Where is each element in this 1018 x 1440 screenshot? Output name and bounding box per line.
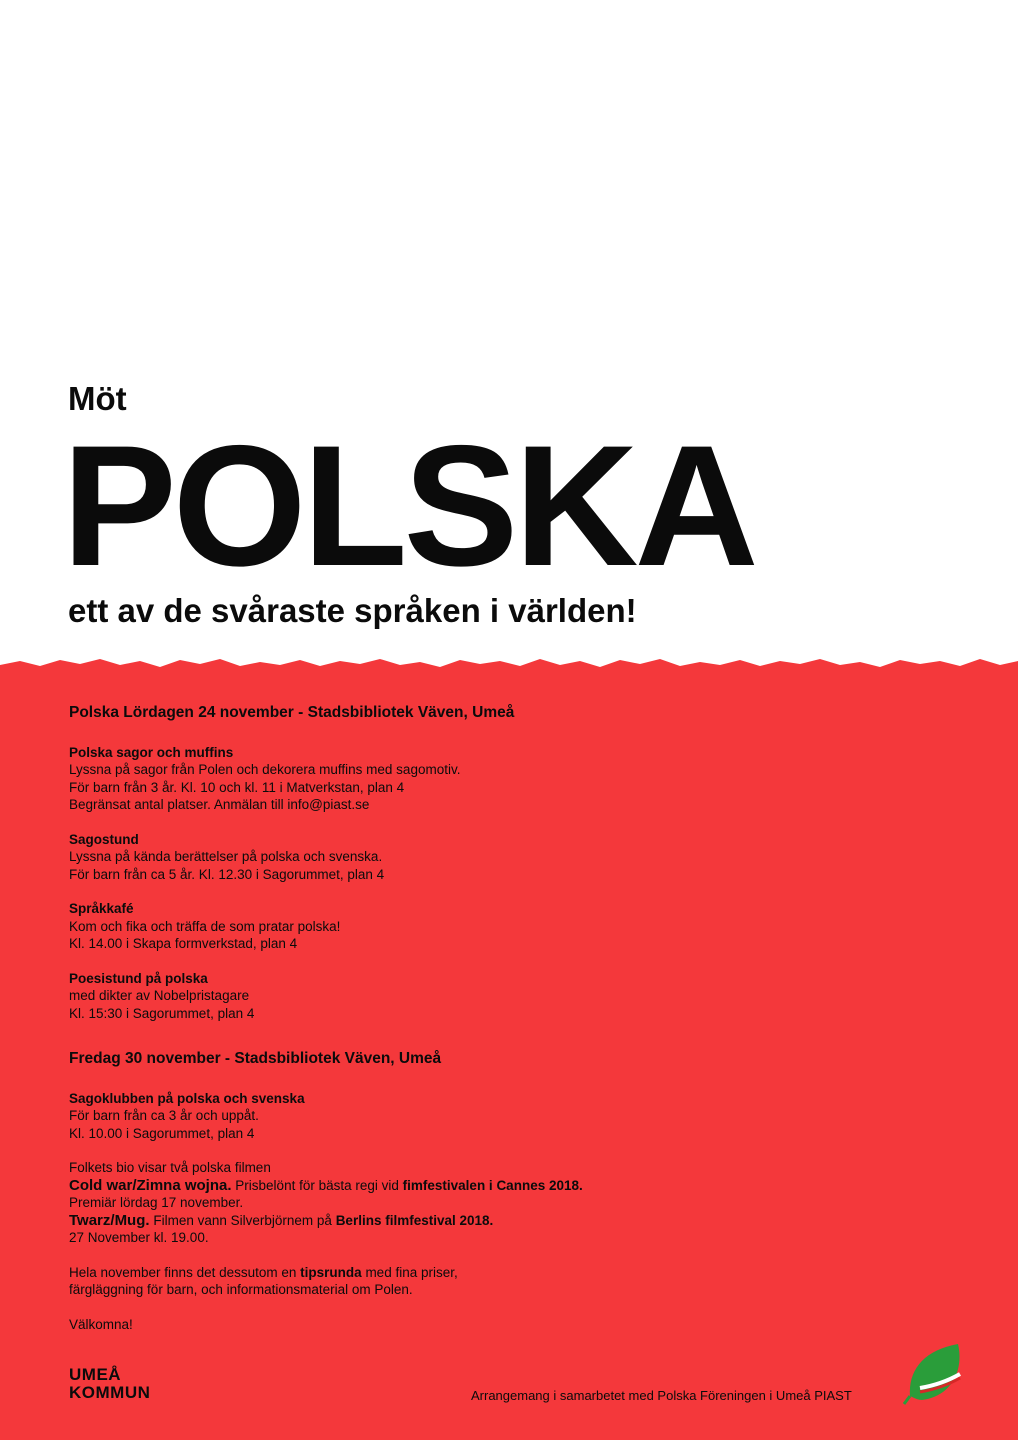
quiz-word: tipsrunda (300, 1264, 362, 1280)
quiz-pre: Hela november finns det dessutom en (69, 1264, 297, 1280)
event-1 (69, 831, 929, 884)
event-3 (69, 970, 929, 1023)
pre-title: Möt (68, 380, 127, 417)
film-festival: Berlins filmfestival 2018. (335, 1212, 494, 1228)
logo-line-1: UMEÅ (69, 1365, 122, 1384)
film-text: Filmen vann Silverbjörnem på (153, 1212, 332, 1228)
main-title: POLSKA (62, 410, 755, 602)
film-title: Cold war/Zimna wojna. (69, 1176, 232, 1194)
event-line: För barn från ca 5 år. Kl. 12.30 i Sagorummet, plan 4 (69, 866, 385, 882)
event-line: För barn från ca 3 år och uppåt. (69, 1108, 259, 1123)
welcome: Välkomna! (69, 1316, 133, 1332)
event-title: Polska sagor och muffins (69, 744, 234, 760)
umea-kommun-logo (69, 1366, 150, 1402)
event-0 (69, 744, 929, 814)
quiz-line (69, 1264, 929, 1282)
event-line: Begränsat antal platser. Anmälan till info@piast.se (69, 797, 370, 812)
program (69, 704, 929, 1333)
event-title: Sagostund (69, 831, 139, 847)
event-line: Kl. 10.00 i Sagorummet, plan 4 (69, 1125, 255, 1141)
film-2 (69, 1212, 929, 1230)
film-festival: fimfestivalen i Cannes 2018. (402, 1177, 583, 1193)
film-date: Premiär lördag 17 november. (69, 1195, 244, 1210)
film-title: Twarz/Mug. (69, 1211, 150, 1229)
film-date: 27 November kl. 19.00. (69, 1230, 209, 1245)
hero (0, 0, 1018, 665)
quiz-line-2: färgläggning för barn, och informationsmaterial om Polen. (69, 1282, 413, 1297)
event-line: med dikter av Nobelpristagare (69, 988, 250, 1003)
event-line: Lyssna på sagor från Polen och dekorera muffins med sagomotiv. (69, 762, 461, 777)
event-title: Sagoklubben på polska och svenska (69, 1090, 305, 1106)
logo-line-2: KOMMUN (69, 1383, 151, 1402)
event-line: Kl. 14.00 i Skapa formverkstad, plan 4 (69, 936, 298, 951)
day2-heading: Fredag 30 november - Stadsbibliotek Väven, Umeå (69, 1050, 442, 1067)
footer-credit: Arrangemang i samarbetet med Polska Föreningen i Umeå PIAST (471, 1388, 852, 1403)
film-1 (69, 1177, 929, 1195)
event-club (69, 1090, 929, 1143)
event-line: Kl. 15:30 i Sagorummet, plan 4 (69, 1005, 255, 1021)
film-text: Prisbelönt för bästa regi vid (235, 1177, 399, 1193)
films-intro: Folkets bio visar två polska filmen (69, 1160, 271, 1175)
event-2 (69, 900, 929, 953)
event-line: Kom och fika och träffa de som pratar polska! (69, 918, 341, 934)
quiz-post: med fina priser, (365, 1264, 458, 1280)
event-line: För barn från 3 år. Kl. 10 och kl. 11 i Matverkstan, plan 4 (69, 779, 405, 795)
event-line: Lyssna på kända berättelser på polska och svenska. (69, 849, 383, 864)
tagline: ett av de svåraste språken i världen! (68, 592, 637, 629)
event-title: Språkkafé (69, 901, 134, 916)
day1-heading: Polska Lördagen 24 november - Stadsbibliotek Väven, Umeå (69, 704, 515, 721)
event-title: Poesistund på polska (69, 970, 208, 986)
leaf-icon (902, 1340, 968, 1406)
